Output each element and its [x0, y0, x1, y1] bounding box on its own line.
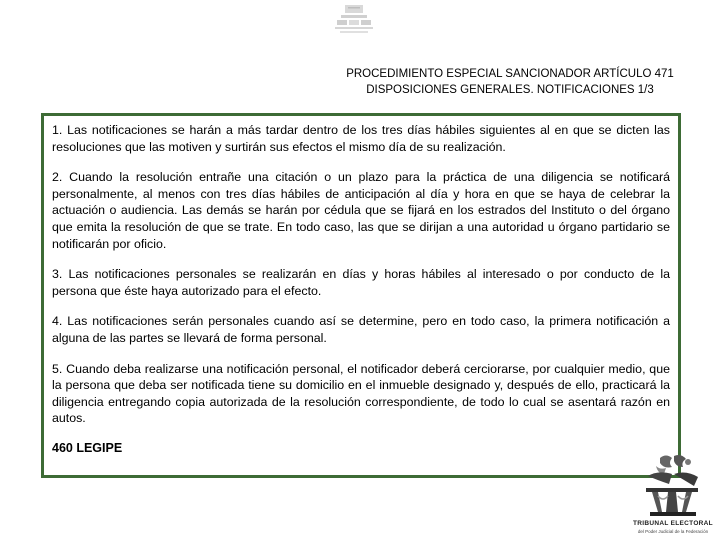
paragraph-5: 5. Cuando deba realizarse una notificación personal, el notificador deberá cerciorarse, por cualquier medio, que la persona que deba ser notificada tiene su domicilio en el inmueble designado y, después de ello, practicará la diligencia entregando copia autorizada de la resolución correspondiente, de todo lo cual se asentará razón en autos. [52, 361, 670, 426]
institution-building-icon [331, 2, 377, 38]
paragraph-4: 4. Las notificaciones serán personales cuando así se determine, pero en todo caso, la primera notificación a alguna de las partes se llevará de forma personal. [52, 314, 670, 345]
legal-reference: 460 LEGIPE [52, 440, 123, 455]
content-box [41, 113, 681, 478]
logo-title: TRIBUNAL ELECTORAL [633, 520, 713, 527]
header-subtitle: DISPOSICIONES GENERALES. NOTIFICACIONES 1/3 [366, 84, 654, 96]
paragraph-3: 3. Las notificaciones personales se realizarán en días y horas hábiles al interesado o por conducto de la persona que éste haya autorizado para el efecto. [52, 267, 670, 298]
tribunal-emblem-icon [630, 452, 716, 520]
slide-header [300, 66, 720, 98]
logo-subtitle: del Poder Judicial de la Federación [637, 529, 709, 534]
tribunal-logo [630, 452, 716, 538]
header-title: PROCEDIMIENTO ESPECIAL SANCIONADOR ARTÍCULO 471 [346, 68, 674, 80]
paragraph-1: 1. Las notificaciones se harán a más tardar dentro de los tres días hábiles siguientes al en que se dicten las resoluciones que las motiven y surtirán sus efectos el mismo día de su realización. [52, 123, 670, 154]
paragraph-2: 2. Cuando la resolución entrañe una citación o un plazo para la práctica de una diligencia se notificará personalmente, al menos con tres días hábiles de anticipación al día y hora en que se haya de celebrar la actuación o audiencia. Las demás se harán por cédula que se fijará en los estrados del Instituto o del órgano que emita la resolución de que se trate. En todo caso, las que se dirijan a una autoridad u órgano partidario se notificarán por oficio. [52, 170, 670, 251]
